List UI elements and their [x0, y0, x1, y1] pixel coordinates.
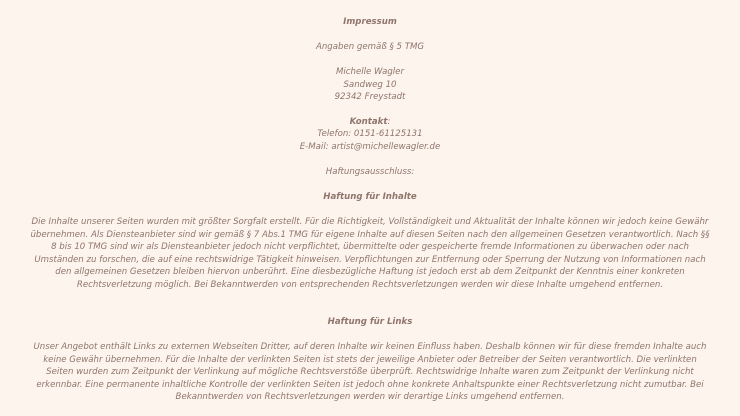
- contact-email: E-Mail: artist@michellewagler.de: [299, 142, 441, 152]
- address-street: Sandweg 10: [343, 80, 397, 90]
- content-liability-text: Die Inhalte unserer Seiten wurden mit größter Sorgfalt erstellt. Für die Richtigkeit, Vollständigkeit und Aktualität der Inhalte können wir jedoch keine Gewähr übernehmen. Als Diensteanbieter sind wir gemäß § 7 Abs.1 TMG für eigene Inhalte auf diesen Seiten nach den allgemeinen Gesetzen verantwortlich. Nach §§ 8 bis 10 TMG sind wir als Diensteanbieter jedoch nicht verpflichtet, übermittelte oder gespeicherte fremde Informationen zu überwachen oder nach Umständen zu forschen, die auf eine rechtswidrige Tätigkeit hinweisen. Verpflichtungen zur Entfernung oder Sperrung der Nutzung von Informationen nach den allgemeinen Gesetzen bleiben hiervon unberührt. Eine diesbezügliche Haftung ist jedoch erst ab dem Zeitpunkt der Kenntnis einer konkreten Rechtsverletzung möglich. Bei Bekanntwerden von entsprechenden Rechtsverletzungen werden wir diese Inhalte umgehend entfernen.: [30, 217, 710, 290]
- address-city: 92342 Freystadt: [334, 92, 406, 102]
- page-title: Impressum: [343, 17, 397, 27]
- contact-heading-colon: :: [387, 117, 391, 127]
- contact-phone: Telefon: 0151-61125131: [317, 129, 423, 139]
- tmg-statement: Angaben gemäß § 5 TMG: [315, 42, 425, 52]
- content-liability-heading: Haftung für Inhalte: [323, 192, 417, 202]
- link-liability-text: Unser Angebot enthält Links zu externen Webseiten Dritter, auf deren Inhalte wir keinen Einfluss haben. Deshalb können wir für diese fremden Inhalte auch keine Gewähr übernehmen. Für die Inhalte der verlinkten Seiten ist stets der jeweilige Anbieter oder Betreiber der Seiten verantwortlich. Die verlinkten Seiten wurden zum Zeitpunkt der Verlinkung auf mögliche Rechtsverstöße überprüft. Rechtswidrige Inhalte waren zum Zeitpunkt der Verlinkung nicht erkennbar. Eine permanente inhaltliche Kontrolle der verlinkten Seiten ist jedoch ohne konkrete Anhaltspunkte einer Rechtsverletzung nicht zumutbar. Bei Bekanntwerden von Rechtsverletzungen werden wir derartige Links umgehend entfernen.: [33, 342, 707, 402]
- disclaimer-label: Haftungsausschluss:: [325, 167, 415, 177]
- link-liability-heading: Haftung für Links: [327, 317, 413, 327]
- contact-heading-line: [0, 116, 740, 129]
- address-name: Michelle Wagler: [335, 67, 404, 77]
- contact-heading: Kontakt: [349, 117, 388, 127]
